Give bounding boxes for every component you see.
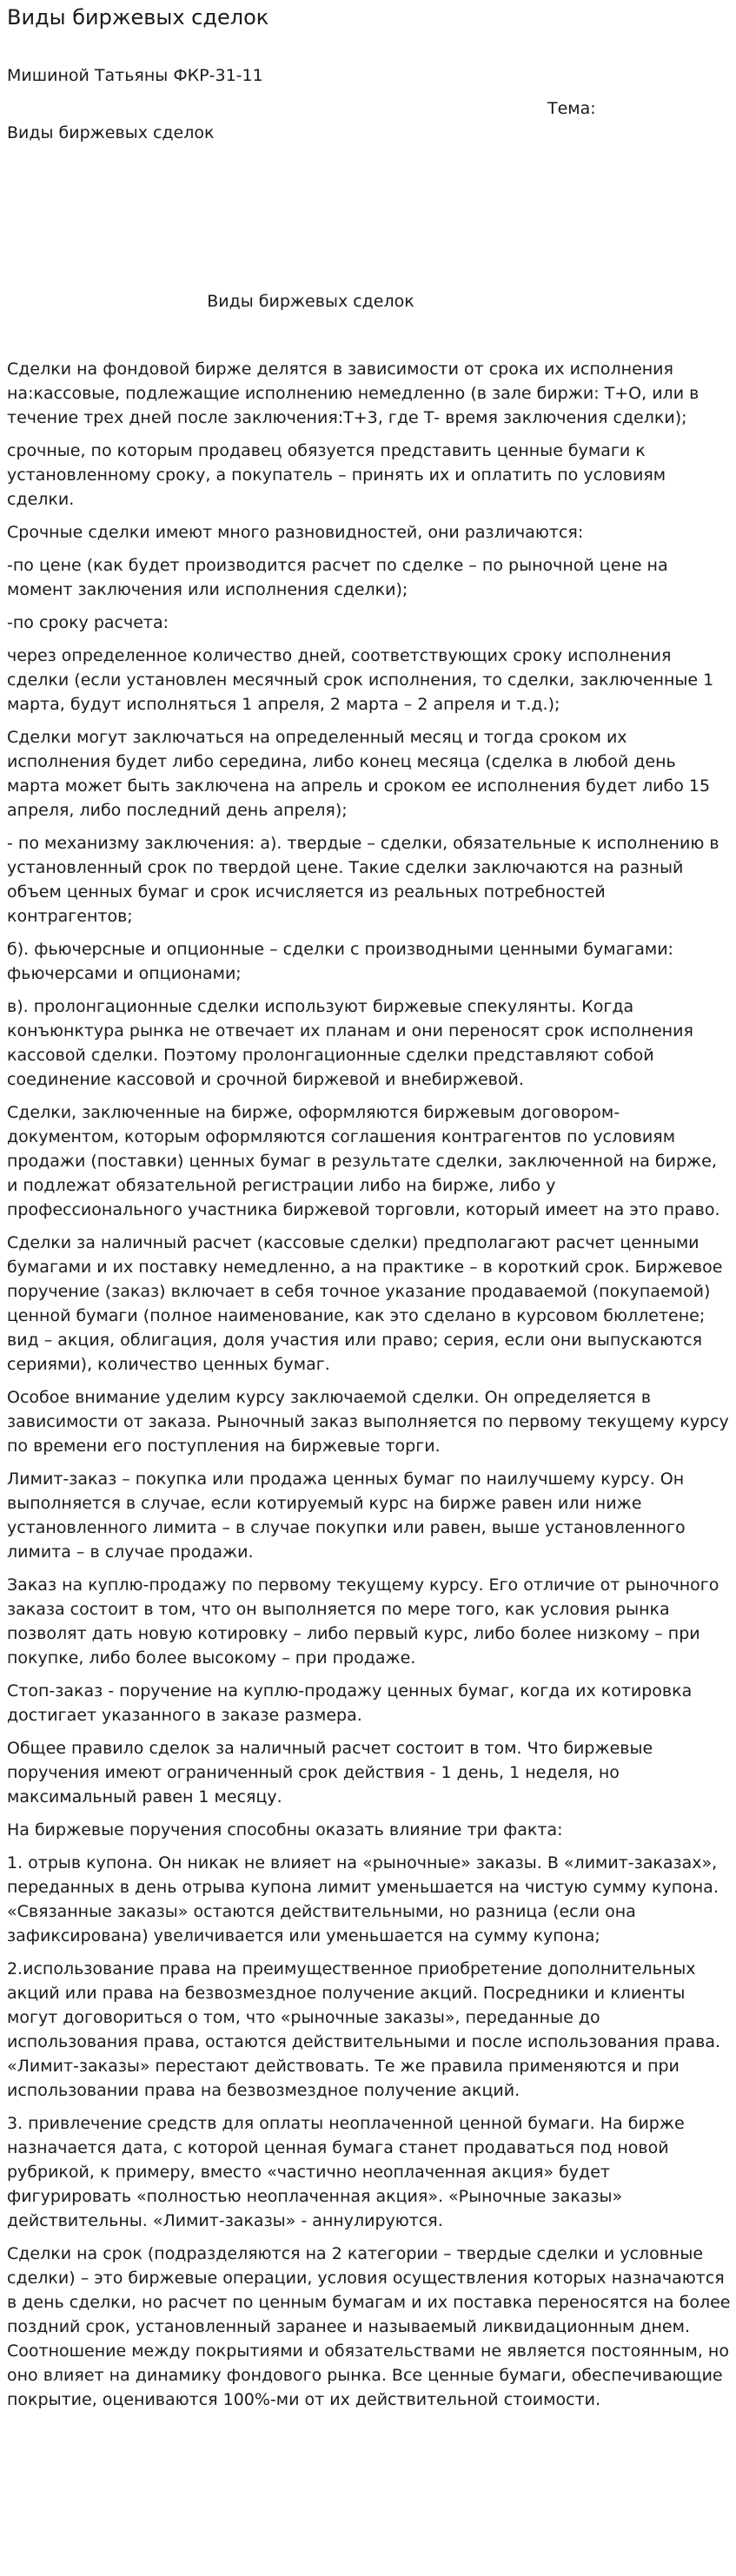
paragraph: Общее правило сделок за наличный расчет состоит в том. Что биржевые поручения имеют ограниченный срок действия - 1 день, 1 неделя, но максимальный равен 1 месяцу.	[7, 1739, 653, 1807]
paragraph: через определенное количество дней, соответствующих сроку исполнения сделки (если установлен месячный срок исполнения, то сделки, заключенные 1 марта, будут исполняться 1 апреля, 2 марта – 2 апреля и т.д.);	[7, 646, 714, 714]
paragraph: -по цене (как будет производится расчет по сделке – по рыночной цене на момент заключения или исполнения сделки);	[7, 556, 668, 599]
paragraph: 3. привлечение средств для оплаты неоплаченной ценной бумаги. На бирже назначается дата, с которой ценная бумага станет продаваться под новой рубрикой, к примеру, вместо «частично неоплаченная акция» будет фигурировать «полностью неоплаченная акция». «Рыночные заказы» действительны. «Лимит-заказы» - аннулируются.	[7, 2114, 685, 2230]
author-line: Мишиной Татьяны ФКР-31-11	[7, 66, 263, 85]
paragraph: Заказ на куплю-продажу по первому текущему курсу. Его отличие от рыночного заказа состоит в том, что он выполняется по мере того, как условия рынка позволят дать новую котировку – либо первый курс, либо более низкому – при покупке, либо более высокому – при продаже.	[7, 1575, 719, 1668]
paragraph: 1. отрыв купона. Он никак не влияет на «рыночные» заказы. В «лимит-заказах», переданных в день отрыва купона лимит уменьшается на чистую сумму купона. «Связанные заказы» остаются действительными, но разница (если она зафиксирована) увеличивается или уменьшается на сумму купона;	[7, 1853, 719, 1945]
paragraph: Особое внимание уделим курсу заключаемой сделки. Он определяется в зависимости от заказа. Рыночный заказ выполняется по первому текущему курсу по времени его поступления на биржевые торги.	[7, 1388, 729, 1456]
paragraph: Сделки на срок (подразделяются на 2 категории – твердые сделки и условные сделки) – это биржевые операции, условия осуществления которых назначаются в день сделки, но расчет по ценным бумагам и их поставка переносятся на более поздний срок, установленный заранее и называемый ликвидационным днем. Соотношение между покрытиями и обязательствами не является постоянным, но оно влияет на динамику фондового рынка. Все ценные бумаги, обеспечивающие покрытие, оцениваются 100%-ми от их действительной стоимости.	[7, 2244, 731, 2409]
paragraph: Сделки могут заключаться на определенный месяц и тогда сроком их исполнения будет либо середина, либо конец месяца (сделка в любой день марта может быть заключена на апрель и сроком ее исполнения будет либо 15 апреля, либо последний день апреля);	[7, 728, 711, 820]
topic-value: Виды биржевых сделок	[7, 123, 215, 142]
paragraph: Сделки, заключенные на бирже, оформляются биржевым договором-документом, которым оформляются соглашения контрагентов по условиям продажи (поставки) ценных бумаг в результате сделки, заключенной на бирже, и подлежат обязательной регистрации либо на бирже, либо у профессионального участника биржевой торговли, который имеет на это право.	[7, 1103, 720, 1219]
topic-label: Тема:	[547, 99, 596, 118]
paragraph: - по механизму заключения: а). твердые – сделки, обязательные к исполнению в установленный срок по твердой цене. Такие сделки заключаются на разный объем ценных бумаг и срок исчисляется из реальных потребностей контрагентов;	[7, 834, 719, 926]
section-heading: Виды биржевых сделок	[207, 292, 414, 311]
paragraph: Срочные сделки имеют много разновидностей, они различаются:	[7, 523, 584, 542]
document-title: Виды биржевых сделок	[7, 5, 269, 30]
paragraph: срочные, по которым продавец обязуется представить ценные бумаги к установленному сроку, а покупатель – принять их и оплатить по условиям сделки.	[7, 441, 666, 509]
paragraph: в). пролонгационные сделки используют биржевые спекулянты. Когда конъюнктура рынка не отвечает их планам и они переносят срок исполнения кассовой сделки. Поэтому пролонгационные сделки представляют собой соединение кассовой и срочной биржевой и внебиржевой.	[7, 997, 693, 1089]
paragraph: На биржевые поручения способны оказать влияние три факта:	[7, 1820, 563, 1840]
document-body	[7, 357, 732, 2421]
paragraph: Стоп-заказ - поручение на куплю-продажу ценных бумаг, когда их котировка достигает указанного в заказе размера.	[7, 1681, 693, 1725]
paragraph: -по сроку расчета:	[7, 613, 169, 632]
paragraph: 2.использование права на преимущественное приобретение дополнительных акций или права на безвозмездное получение акций. Посредники и клиенты могут договориться о том, что «рыночные заказы», переданные до использования права, остаются действительными и после использования права. «Лимит-заказы» перестают действовать. Те же правила применяются и при использовании права на безвозмездное получение акций.	[7, 1959, 721, 2100]
paragraph: Сделки на фондовой бирже делятся в зависимости от срока их исполнения на:кассовые, подлежащие исполнению немедленно (в зале биржи: Т+О, или в течение трех дней после заключения:Т+3, где Т- время заключения сделки);	[7, 360, 700, 427]
paragraph: Сделки за наличный расчет (кассовые сделки) предполагают расчет ценными бумагами и их поставку немедленно, а на практике – в короткий срок. Биржевое поручение (заказ) включает в себя точное указание продаваемой (покупаемой) ценной бумаги (полное наименование, как это сделано в курсовом бюллетене; вид – акция, облигация, доля участия или право; серия, если они выпускаются сериями), количество ценных бумаг.	[7, 1233, 723, 1374]
paragraph: б). фьючерсные и опционные – сделки с производными ценными бумагами: фьючерсами и опционами;	[7, 940, 673, 983]
paragraph: Лимит-заказ – покупка или продажа ценных бумаг по наилучшему курсу. Он выполняется в случае, если котируемый курс на бирже равен или ниже установленного лимита – в случае покупки или равен, выше установленного лимита – в случае продажи.	[7, 1470, 686, 1562]
